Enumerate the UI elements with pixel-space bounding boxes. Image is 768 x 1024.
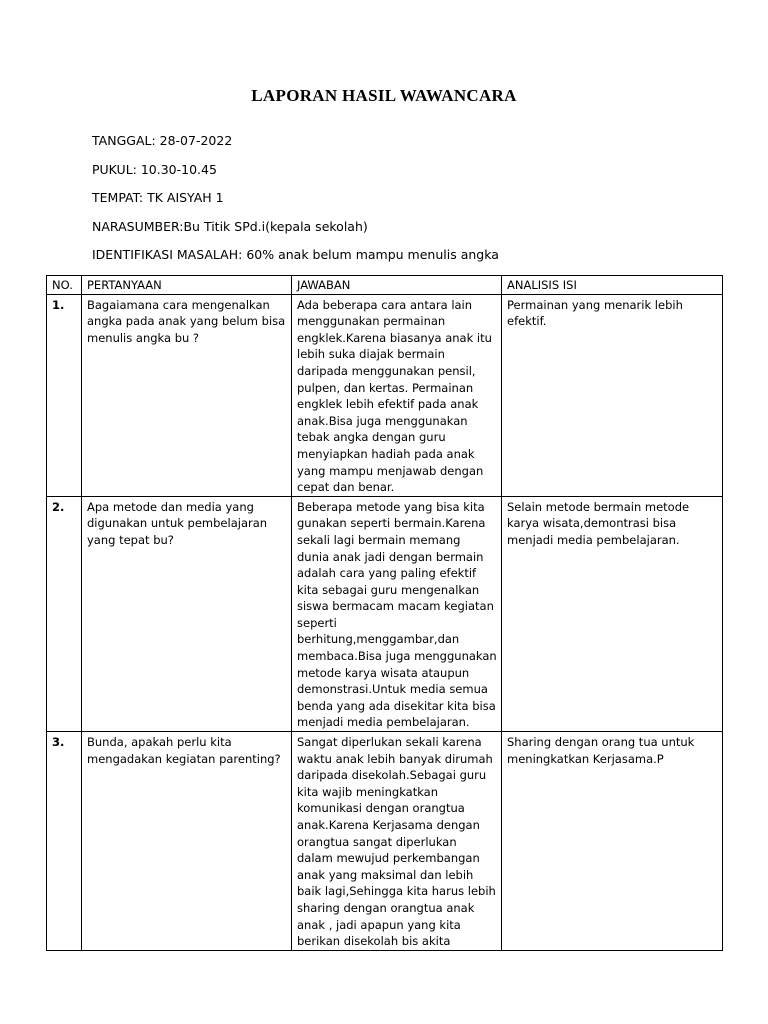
answer-cell: Beberapa metode yang bisa kita gunakan seperti bermain.Karena sekali lagi bermain memang dunia anak jadi dengan bermain adalah cara yang paling efektif kita sebagai guru mengenalkan siswa bermacam macam kegiatan seperti berhitung,menggambar,dan membaca.Bisa juga menggunakan metode karya wisata ataupun demonstrasi.Untuk media semua benda yang ada disekitar kita bisa menjadi media pembelajaran. <box>292 496 502 731</box>
header-pertanyaan: PERTANYAAN <box>82 276 292 295</box>
answer-cell: Ada beberapa cara antara lain menggunakan permainan engklek.Karena biasanya anak itu lebih suka diajak bermain daripada menggunakan pensil, pulpen, dan kertas. Permainan engklek lebih efektif pada anak anak.Bisa juga menggunakan tebak angka dengan guru menyiapkan hadiah pada anak yang mampu menjawab dengan cepat dan benar. <box>292 294 502 496</box>
question-cell: Bagaiamana cara mengenalkan angka pada anak yang belum bisa menulis angka bu ? <box>82 294 292 496</box>
meta-narasumber: NARASUMBER:Bu Titik SPd.i(kepala sekolah) <box>92 219 368 234</box>
meta-tanggal: TANGGAL: 28-07-2022 <box>92 133 233 148</box>
document-title: LAPORAN HASIL WAWANCARA <box>251 86 517 105</box>
header-no: NO. <box>47 276 82 295</box>
row-number: 2. <box>47 496 82 731</box>
meta-identifikasi-masalah: IDENTIFIKASI MASALAH: 60% anak belum mampu menulis angka <box>92 247 499 262</box>
answer-cell: Sangat diperlukan sekali karena waktu anak lebih banyak dirumah daripada disekolah.Sebagai guru kita wajib meningkatkan komunikasi dengan orangtua anak.Karena Kerjasama dengan orangtua sangat diperlukan dalam mewujud perkembangan anak yang maksimal dan lebih baik lagi,Sehingga kita harus lebih sharing dengan orangtua anak anak , jadi apapun yang kita berikan disekolah bis akita <box>292 732 502 951</box>
header-analisis-isi: ANALISIS ISI <box>502 276 723 295</box>
analysis-cell: Permainan yang menarik lebih efektif. <box>502 294 723 496</box>
table-row <box>47 496 723 731</box>
question-cell: Bunda, apakah perlu kita mengadakan kegiatan parenting? <box>82 732 292 951</box>
interview-table <box>46 275 723 951</box>
meta-pukul: PUKUL: 10.30-10.45 <box>92 162 217 177</box>
table-row <box>47 732 723 951</box>
question-cell: Apa metode dan media yang digunakan untuk pembelajaran yang tepat bu? <box>82 496 292 731</box>
table-row <box>47 294 723 496</box>
analysis-cell: Selain metode bermain metode karya wisata,demontrasi bisa menjadi media pembelajaran. <box>502 496 723 731</box>
analysis-cell: Sharing dengan orang tua untuk meningkatkan Kerjasama.P <box>502 732 723 951</box>
header-jawaban: JAWABAN <box>292 276 502 295</box>
table-header-row <box>47 276 723 295</box>
meta-tempat: TEMPAT: TK AISYAH 1 <box>92 190 224 205</box>
row-number: 1. <box>47 294 82 496</box>
row-number: 3. <box>47 732 82 951</box>
